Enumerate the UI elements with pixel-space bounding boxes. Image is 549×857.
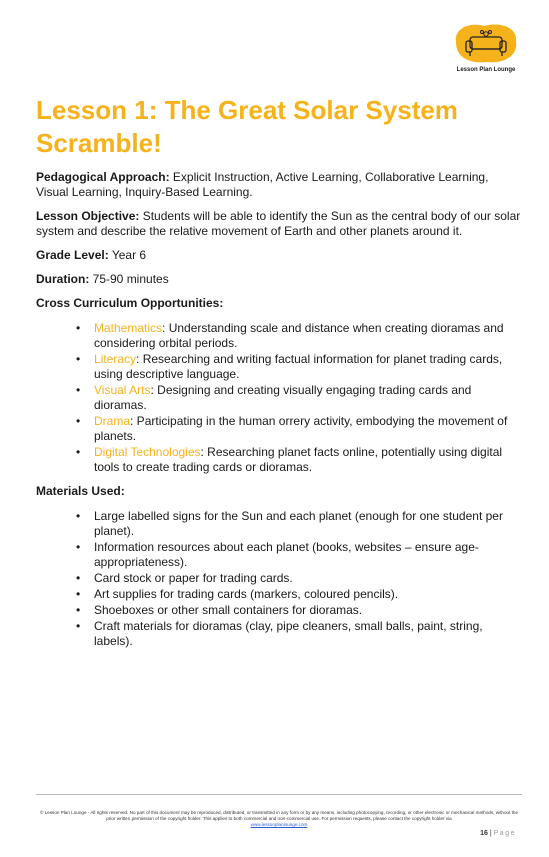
subject-description: : Researching planet facts online, potentially using digital tools to create trading cards or dioramas.	[94, 445, 503, 474]
list-item: • Large labelled signs for the Sun and each planet (enough for one student per planet).	[36, 509, 522, 539]
subject-name: Visual Arts	[94, 383, 151, 397]
subject-description: : Researching and writing factual information for planet trading cards, using descriptive language.	[94, 352, 503, 381]
objective-label: Lesson Objective:	[36, 209, 140, 223]
brand-logo	[448, 20, 524, 80]
subject-name: Drama	[94, 414, 131, 428]
grade-label: Grade Level:	[36, 248, 109, 262]
pedagogical-approach	[36, 170, 522, 200]
grade-level	[36, 248, 522, 263]
list-item: • Card stock or paper for trading cards.	[36, 571, 522, 586]
duration-label: Duration:	[36, 272, 90, 286]
cross-curriculum-heading: Cross Curriculum Opportunities:	[36, 296, 224, 310]
materials-heading: Materials Used:	[36, 484, 125, 498]
materials-list	[36, 509, 522, 649]
pedagogical-label: Pedagogical Approach:	[36, 170, 170, 184]
objective-value: Students will be able to identify the Sun as the central body of our solar system and describe the relative movement of Earth and other planets around it.	[36, 209, 521, 238]
list-item	[36, 352, 522, 382]
list-item	[36, 445, 522, 475]
website-link[interactable]: www.lessonplanlounge.com	[250, 822, 308, 827]
list-item: • Information resources about each planet (books, websites – ensure age-appropriateness).	[36, 540, 522, 570]
sofa-logo-icon	[448, 20, 524, 66]
subject-description: : Understanding scale and distance when creating dioramas and considering orbital periods.	[94, 321, 504, 350]
copyright-text: © Lesson Plan Lounge - All rights reserved. No part of this document may be reproduced, distributed, or transmitted in any form or by any means, including photocopying, recording, or other electronic or mechanical methods, without the prior written permission of the copyright holder. This applies to both commercial and non-commercial use. For permission requests, please contact the copyright holder via	[39, 810, 519, 821]
subject-name: Literacy	[94, 352, 137, 366]
list-item	[36, 414, 522, 444]
cross-curriculum-list	[36, 321, 522, 475]
pedagogical-value: Explicit Instruction, Active Learning, Collaborative Learning, Visual Learning, Inquiry-Based Learning.	[36, 170, 489, 199]
page-word: Page	[493, 830, 516, 837]
page-number	[480, 830, 516, 837]
subject-name: Digital Technologies	[94, 445, 201, 459]
lesson-content	[36, 170, 522, 650]
subject-description: : Designing and creating visually engaging trading cards and dioramas.	[94, 383, 472, 412]
grade-value: Year 6	[108, 248, 147, 262]
page-number-value: 16	[480, 830, 488, 837]
footer-copyright	[36, 810, 522, 828]
duration	[36, 272, 522, 287]
page-separator: |	[487, 830, 494, 837]
list-item	[36, 321, 522, 351]
subject-description: : Participating in the human orrery activity, embodying the movement of planets.	[94, 414, 508, 443]
subject-name: Mathematics	[94, 321, 163, 335]
duration-value: 75-90 minutes	[89, 272, 169, 286]
lesson-objective	[36, 209, 522, 239]
logo-name: Lesson Plan Lounge	[456, 67, 516, 73]
list-item: • Shoeboxes or other small containers for dioramas.	[36, 603, 522, 618]
list-item: • Art supplies for trading cards (markers, coloured pencils).	[36, 587, 522, 602]
list-item: • Craft materials for dioramas (clay, pipe cleaners, small balls, paint, string, labels).	[36, 619, 522, 649]
page-title: Lesson 1: The Great Solar System Scramble!	[36, 95, 458, 158]
list-item	[36, 383, 522, 413]
footer-divider	[36, 794, 522, 795]
